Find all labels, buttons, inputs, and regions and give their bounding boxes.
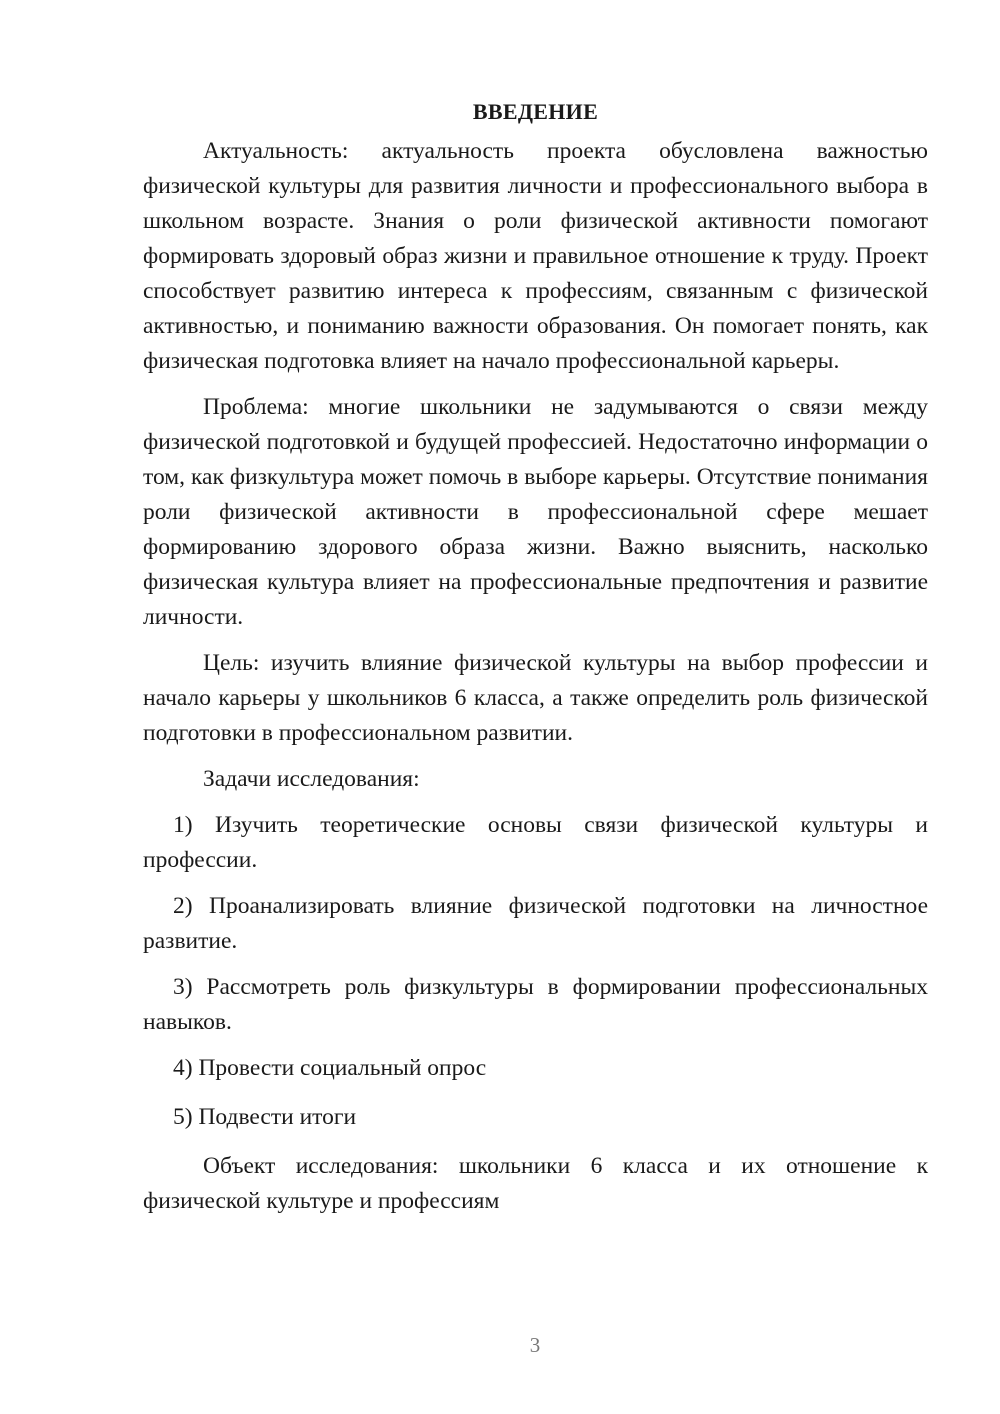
task-item-1: 1) Изучить теоретические основы связи физической культуры и профессии. [143, 812, 928, 873]
task-item-5: 5) Подвести итоги [173, 1104, 357, 1130]
paragraph-goal: Цель: изучить влияние физической культуры на выбор профессии и начало карьеры у школьников 6 класса, а также определить роль физической подготовки в профессиональном развитии. [143, 650, 928, 746]
task-item-2: 2) Проанализировать влияние физической подготовки на личностное развитие. [143, 893, 928, 954]
section-title: ВВЕДЕНИЕ [472, 99, 599, 124]
paragraph-problem: Проблема: многие школьники не задумываются о связи между физической подготовкой и будущей профессией. Недостаточно информации о том, как физкультура может помочь в выборе карьеры. Отсутствие понимания роли физической активности в профессиональной сфере мешает формированию здорового образа жизни. Важно выяснить, насколько физическая культура влияет на профессиональные предпочтения и развитие личности. [143, 394, 928, 630]
task-item-4: 4) Провести социальный опрос [173, 1055, 487, 1081]
page-number: 3 [529, 1333, 541, 1357]
paragraph-relevance: Актуальность: актуальность проекта обусловлена важностью физической культуры для развития личности и профессионального выбора в школьном возрасте. Знания о роли физической активности помогают формировать здоровый образ жизни и правильное отношение к труду. Проект способствует развитию интереса к профессиям, связанным с физической активностью, и пониманию важности образования. Он помогает понять, как физическая подготовка влияет на начало профессиональной карьеры. [143, 138, 928, 374]
paragraph-object: Объект исследования: школьники 6 класса и их отношение к физической культуре и профессиям [143, 1153, 928, 1214]
tasks-heading: Задачи исследования: [203, 766, 420, 792]
page-content [143, 94, 928, 1230]
task-item-3: 3) Рассмотреть роль физкультуры в формировании профессиональных навыков. [143, 974, 928, 1035]
